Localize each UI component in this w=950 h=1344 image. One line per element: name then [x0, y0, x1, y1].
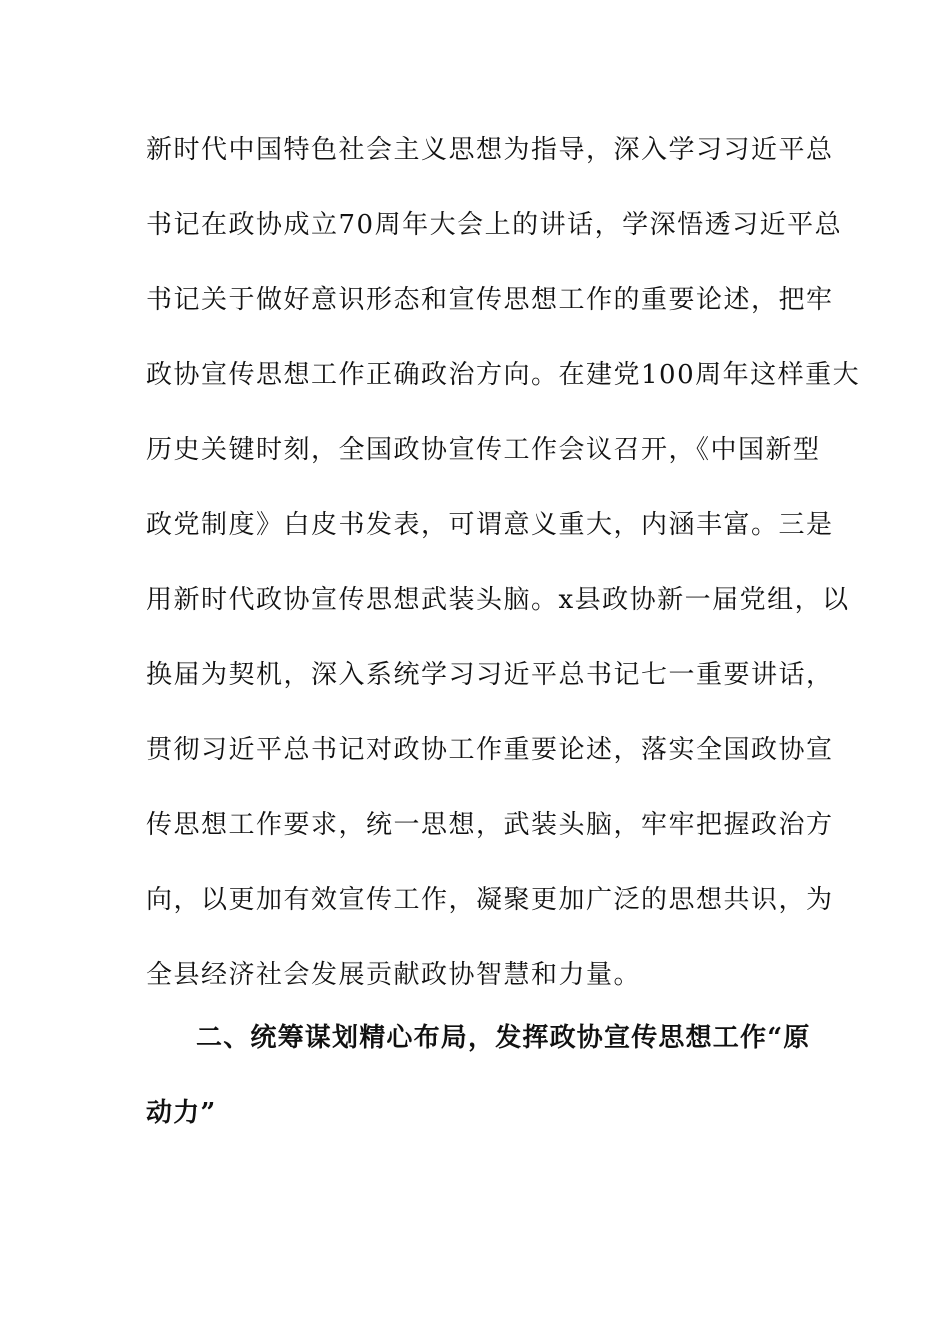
- body-text-line: 政党制度》白皮书发表，可谓意义重大，内涵丰富。三是: [146, 510, 834, 540]
- body-text-line: 换届为契机，深入系统学习习近平总书记七一重要讲话，: [146, 660, 834, 690]
- body-text-line: 传思想工作要求，统一思想，武装头脑，牢牢把握政治方: [146, 810, 834, 840]
- body-text-line: 贯彻习近平总书记对政协工作重要论述，落实全国政协宣: [146, 735, 834, 765]
- body-text-line: 全县经济社会发展贡献政协智慧和力量。: [146, 960, 642, 990]
- section-heading: 二、统筹谋划精心布局，发挥政协宣传思想工作“原: [196, 1023, 811, 1053]
- body-text-line: 政协宣传思想工作正确政治方向。在建党100周年这样重大: [146, 360, 861, 390]
- body-text-line: 历史关键时刻，全国政协宣传工作会议召开，《中国新型: [146, 435, 821, 465]
- body-text-line: 书记关于做好意识形态和宣传思想工作的重要论述，把牢: [146, 285, 834, 315]
- section-heading-continued: 动力”: [146, 1098, 217, 1128]
- body-text-line: 用新时代政协宣传思想武装头脑。x县政协新一届党组，以: [146, 585, 850, 615]
- body-text-line: 新时代中国特色社会主义思想为指导，深入学习习近平总: [146, 135, 834, 165]
- body-text-line: 向，以更加有效宣传工作，凝聚更加广泛的思想共识，为: [146, 885, 834, 915]
- body-text-line: 书记在政协成立70周年大会上的讲话，学深悟透习近平总: [146, 210, 843, 240]
